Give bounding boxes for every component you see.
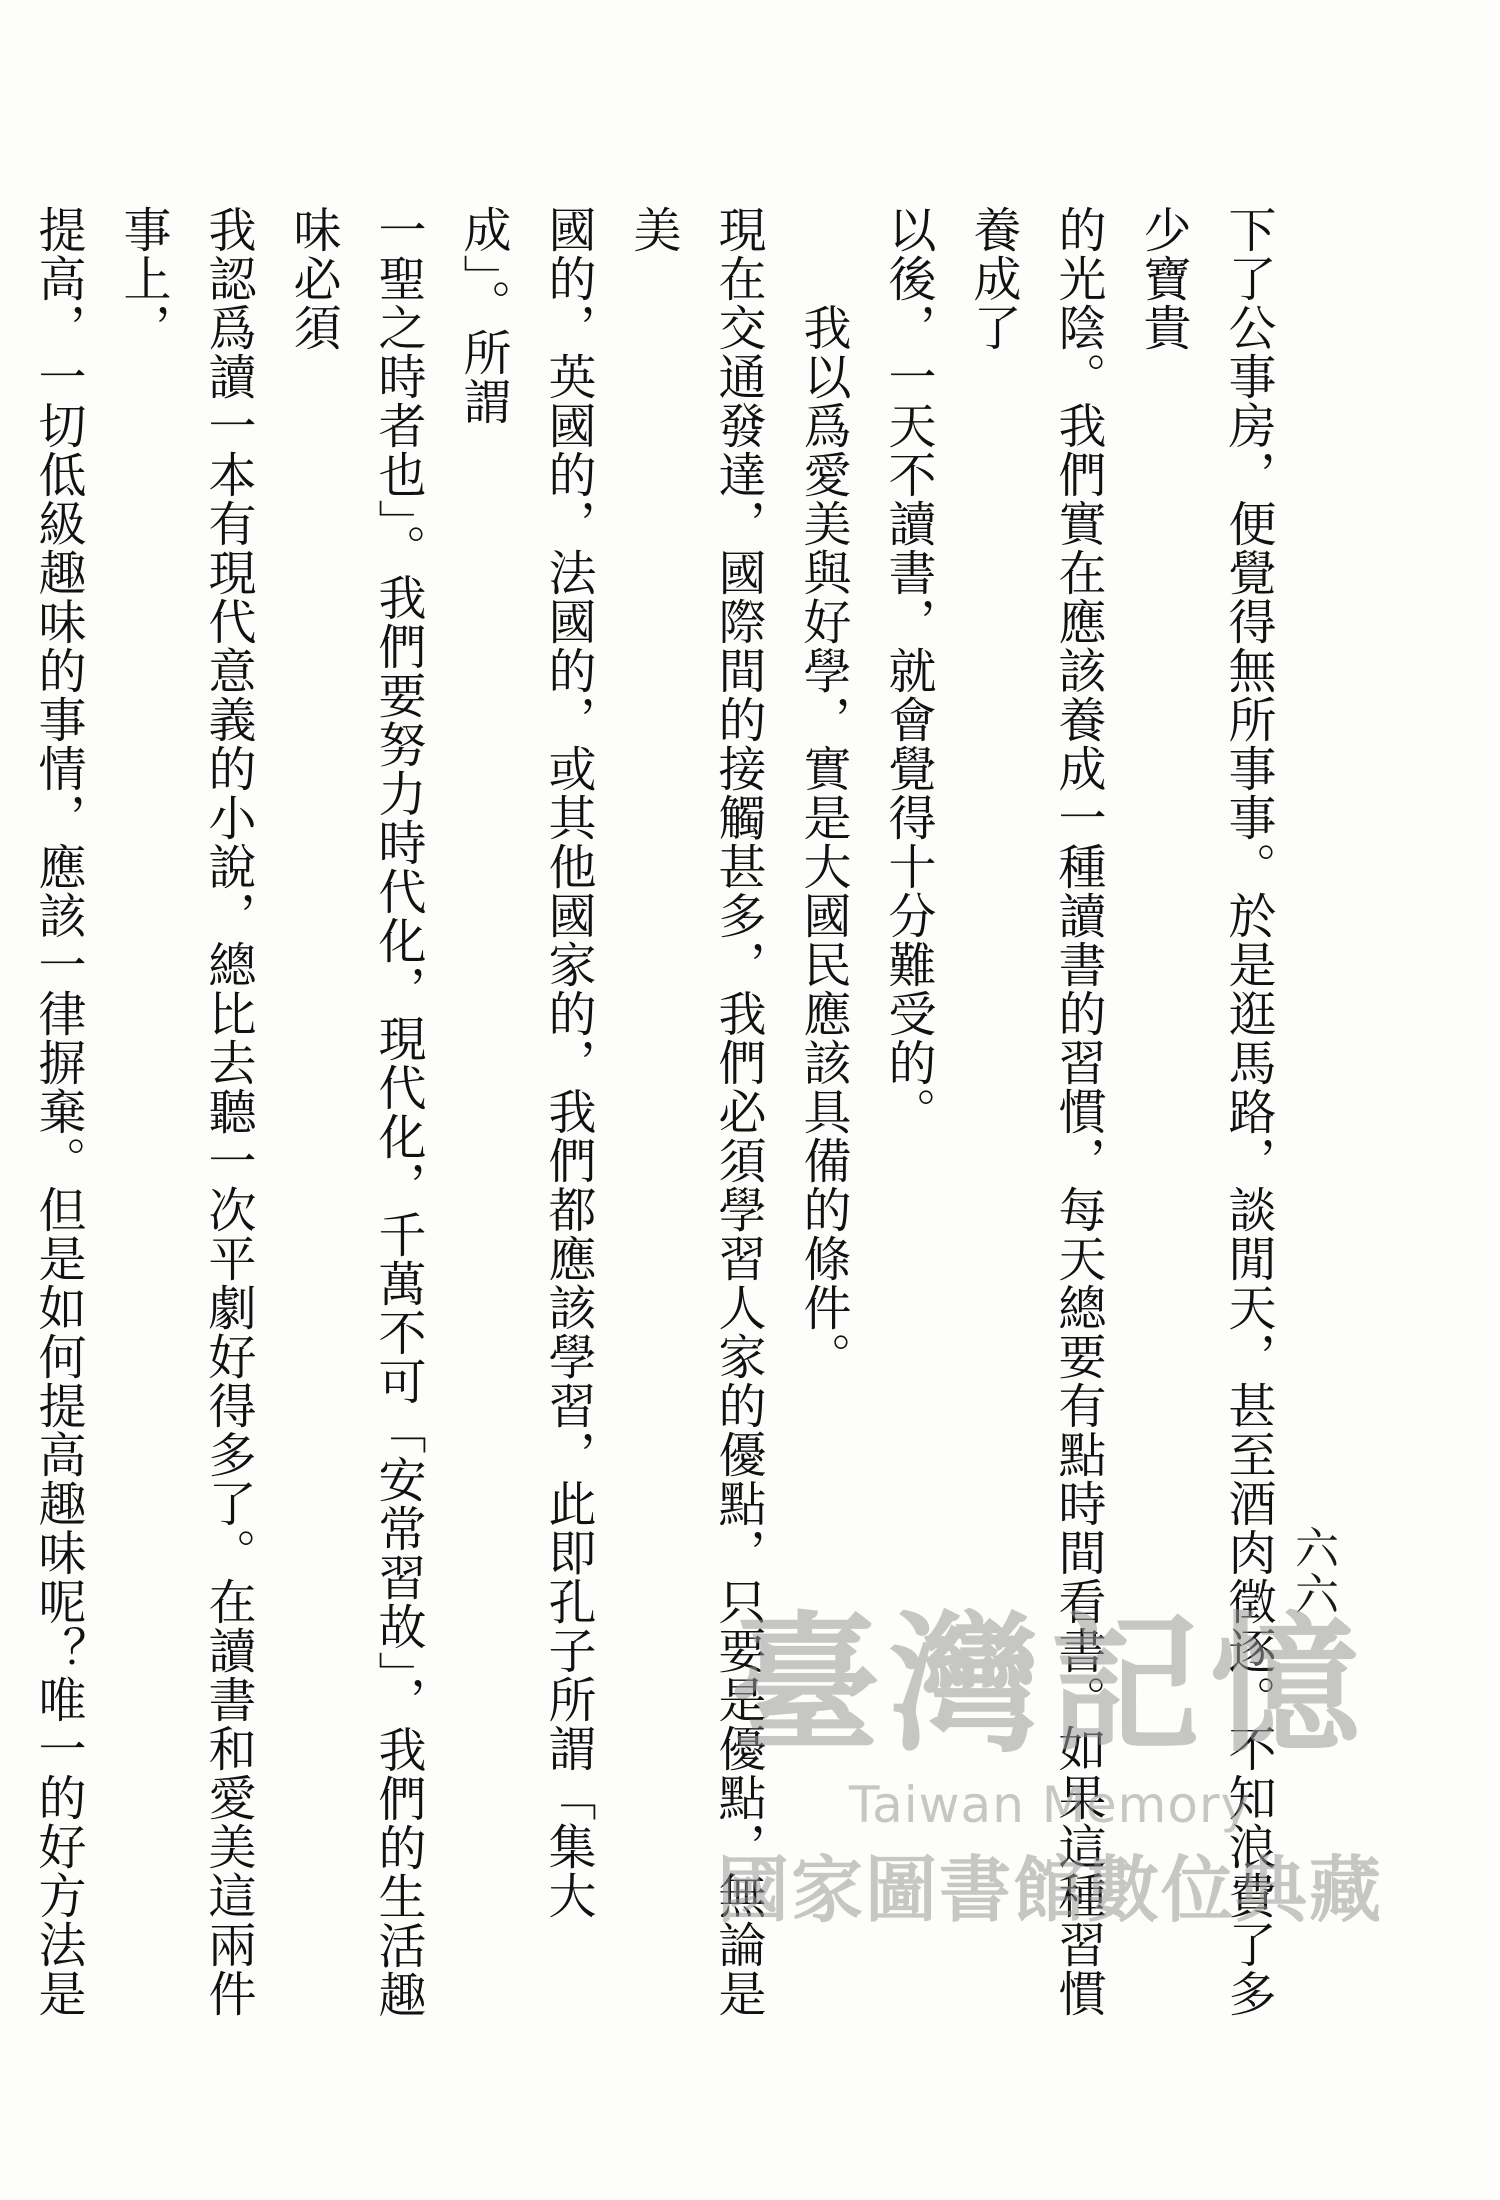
watermark-chinese: 國家圖書館數位典藏 <box>716 1848 1383 1932</box>
watermark-calligraphy: 臺灣記憶 <box>729 1597 1370 1773</box>
text-column-4: 我以爲愛美與好學，實是大國民應該具備的條件。 <box>795 205 851 1381</box>
taiwan-memory-watermark <box>700 1597 1400 1980</box>
text-column-1: 下了公事房，便覺得無所事事。於是逛馬路，談閒天，甚至酒肉徵逐。不知浪費了多少寶貴 <box>1135 205 1276 2018</box>
page-number: 六六 <box>1287 1525 1338 1617</box>
text-column-2: 的光陰。我們實在應該養成一種讀書的習慣，每天總要有點時間看書。如果這種習慣養成了 <box>965 205 1106 2018</box>
watermark-english: Taiwan Memory <box>848 1776 1252 1834</box>
text-column-5: 現在交通發達，國際間的接觸甚多，我們必須學習人家的優點，只要是優點，無論是美 <box>625 205 766 2018</box>
text-column-9: 提高，一切低級趣味的事情，應該一律摒棄。但是如何提高趣味呢？唯一的好方法是 <box>30 205 86 2018</box>
text-column-8: 我認爲讀一本有現代意義的小說，總比去聽一次平劇好得多了。在讀書和愛美這兩件事上， <box>115 205 256 2018</box>
text-column-6: 國的，英國的，法國的，或其他國家的，我們都應該學習，此即孔子所謂「集大成」。所謂 <box>455 205 596 1920</box>
text-column-7: 一聖之時者也」。我們要努力時代化，現代化，千萬不可「安常習故」，我們的生活趣味必須 <box>285 205 426 2019</box>
text-column-3: 以後，一天不讀書，就會覺得十分難受的。 <box>880 205 936 1136</box>
